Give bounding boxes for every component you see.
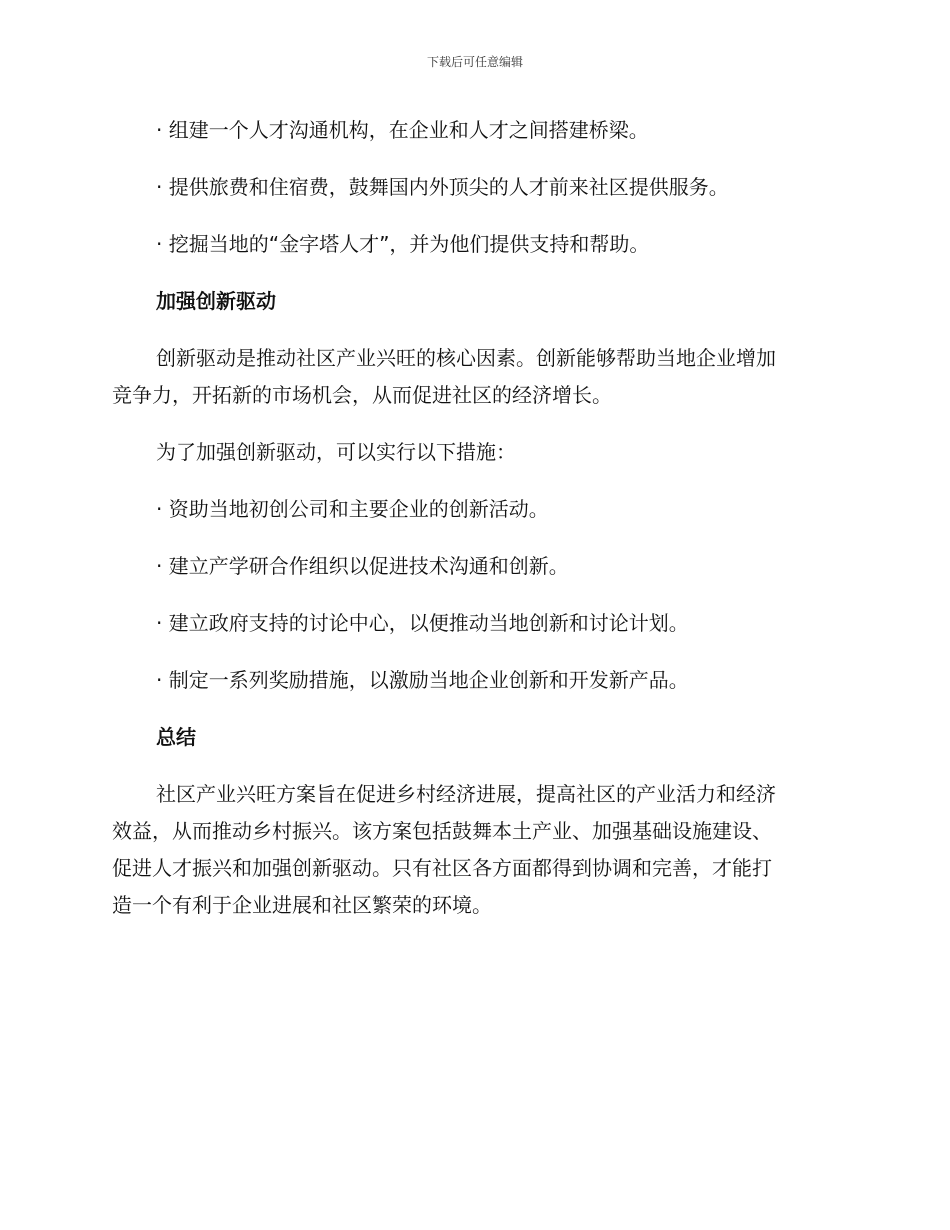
- paragraph-line: 社区产业兴旺方案旨在促进乡村经济进展，提高社区的产业活力和经济: [156, 782, 776, 806]
- bullet-item: · 资助当地初创公司和主要企业的创新活动。: [156, 497, 549, 521]
- bullet-item: · 制定一系列奖励措施，以激励当地企业创新和开发新产品。: [156, 668, 689, 692]
- bullet-item: · 挖掘当地的“金字塔人才”，并为他们提供支持和帮助。: [156, 232, 650, 256]
- section-heading-summary: 总结: [156, 725, 196, 749]
- paragraph-line: 竞争力，开拓新的市场机会，从而促进社区的经济增长。: [112, 383, 612, 407]
- paragraph-line: 创新驱动是推动社区产业兴旺的核心因素。创新能够帮助当地企业增加: [156, 346, 776, 370]
- page-header: 下载后可任意编辑: [426, 55, 523, 69]
- bullet-item: · 组建一个人才沟通机构，在企业和人才之间搭建桥梁。: [156, 118, 649, 142]
- document-body: [112, 112, 832, 944]
- innovation-paragraph: [112, 340, 832, 414]
- bullet-item: · 建立产学研合作组织以促进技术沟通和创新。: [156, 554, 569, 578]
- paragraph-line: 促进人才振兴和加强创新驱动。只有社区各方面都得到协调和完善，才能打: [112, 856, 772, 880]
- paragraph-line: 效益，从而推动乡村振兴。该方案包括鼓舞本土产业、加强基础设施建设、: [112, 819, 772, 843]
- bullet-item: · 提供旅费和住宿费，鼓舞国内外顶尖的人才前来社区提供服务。: [156, 175, 729, 199]
- bullet-item: · 建立政府支持的讨论中心，以便推动当地创新和讨论计划。: [156, 611, 689, 635]
- summary-paragraph: [112, 776, 832, 924]
- paragraph-line: 造一个有利于企业进展和社区繁荣的环境。: [112, 893, 492, 917]
- innovation-intro: 为了加强创新驱动，可以实行以下措施：: [156, 440, 516, 464]
- section-heading-innovation: 加强创新驱动: [156, 289, 276, 313]
